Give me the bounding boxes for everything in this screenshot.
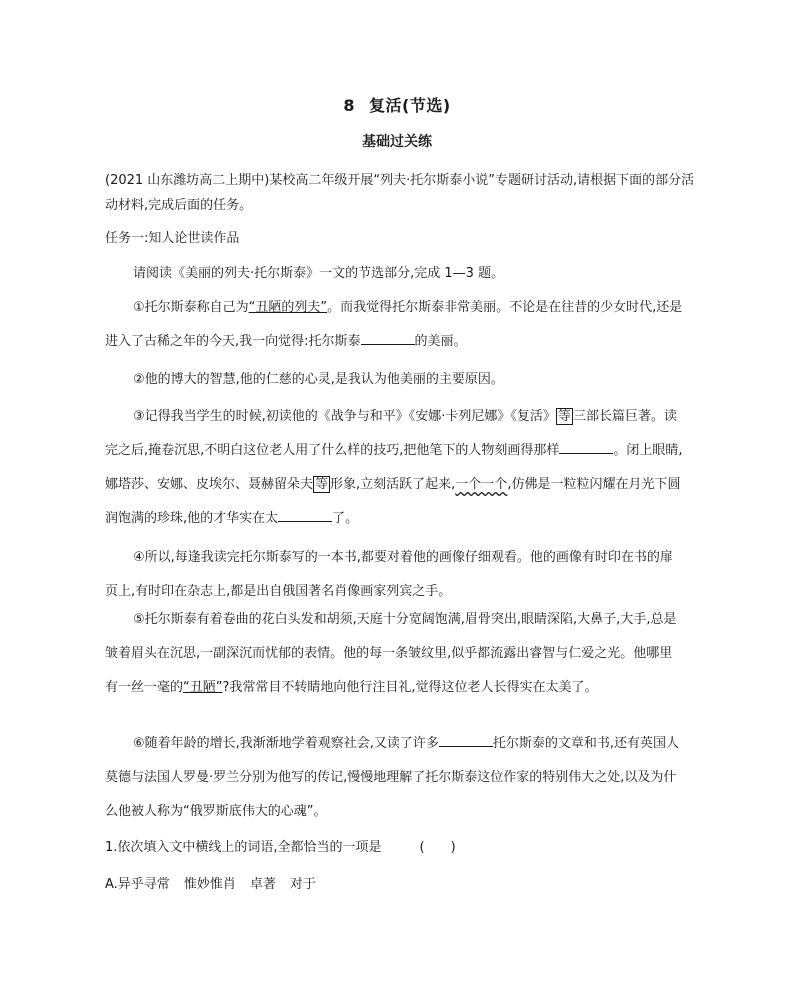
p5-text-a: ⑤托尔斯泰有着卷曲的花白头发和胡须,天庭十分宽阔饱满,眉骨突出,眼睛深陷,大鼻子,大手,总是皱着眉头在沉思,一副深沉而忧郁的表情。他的每一条皱纹里,似乎都流露出睿智与仁爱之光。他哪里有一丝一毫的: [105, 612, 677, 695]
p3-text-d: 形象,立刻活跃了起来,: [330, 477, 456, 492]
paragraph-3: [105, 400, 685, 536]
paragraph-1: [105, 291, 685, 359]
reading-instruction: 请阅读《美丽的列夫·托尔斯泰》一文的节选部分,完成 1—3 题。: [133, 266, 505, 281]
p6-text-a: ⑥随着年龄的增长,我渐渐地学着观察社会,又读了许多: [133, 736, 439, 751]
question-text: 1.依次填入文中横线上的词语,全都恰当的一项是: [105, 840, 382, 855]
wavy-underlined-phrase: 一个一个: [455, 477, 508, 492]
paragraph-2: ②他的博大的智慧,他的仁慈的心灵,是我认为他美丽的主要原因。: [133, 372, 504, 387]
option-label: A.: [105, 877, 118, 892]
p3-text-f: 了。: [332, 511, 359, 526]
paragraph-4: ④所以,每逢我读完托尔斯泰写的一本书,都要对着他的画像仔细观看。他的画像有时印在书的扉页上,有时印在杂志上,都是出自俄国著名肖像画家列宾之手。: [105, 550, 673, 599]
fill-blank-1: [361, 332, 415, 345]
p5-quote: “丑陋”: [183, 680, 223, 695]
lesson-title: 复活(节选): [369, 96, 451, 115]
paragraph-5: [105, 603, 685, 705]
page-title: [0, 93, 794, 116]
task-heading: 任务一:知人论世读作品: [105, 231, 240, 246]
p1-text-b: 。而我觉得托尔斯泰非常美丽。不论是在往昔的少女时代,还是进入了古稀之年的今天,我一向觉得:托尔斯泰: [105, 300, 683, 349]
p3-text-a: ③记得我当学生的时候,初读他的《战争与和平》《安娜·卡列尼娜》《复活》: [133, 409, 556, 424]
boxed-word-1: 等: [557, 409, 571, 424]
boxed-word-2: 等: [315, 477, 329, 492]
paragraph-6: [105, 727, 685, 829]
option-word: 卓著: [249, 877, 276, 892]
p3-text-b: 三部长篇巨著。读完之后,掩卷沉思,不明白这位老人用了什么样的技巧,把他笔下的人物刻画得那样: [105, 409, 677, 458]
p3-text-c: 。闭上眼睛,娜塔莎、安娜、皮埃尔、聂赫留朵夫: [105, 443, 683, 492]
answer-paren: ( ): [419, 840, 456, 855]
lesson-number: 8: [343, 96, 355, 115]
p1-quote: “丑陋的列夫”: [248, 300, 328, 315]
p1-text-a: ①托尔斯泰称自己为: [133, 300, 249, 315]
option-word: 对于: [289, 877, 316, 892]
fill-blank-3: [278, 509, 332, 522]
p6-text-b: 托尔斯泰的文章和书,还有英国人莫德与法国人罗曼·罗兰分别为他写的传记,慢慢地理解了托尔斯泰这位作家的特别伟大之处,以及为什么他被人称为“俄罗斯底伟大的心魂”。: [105, 736, 680, 819]
fill-blank-4: [439, 734, 493, 747]
option-a: [105, 873, 330, 892]
p5-text-b: ?我常常目不转睛地向他行注目礼,觉得这位老人长得实在太美了。: [222, 680, 598, 695]
intro-text: 某校高二年级开展“列夫·托尔斯泰小说”专题研讨活动,请根据下面的部分活动材料,完成后面的任务。: [105, 173, 695, 213]
source-note: (2021 山东潍坊高二上期中): [105, 173, 270, 188]
section-heading: 基础过关练: [362, 134, 432, 150]
p3-text-e: ,仿佛是一粒粒闪耀在月光下圆润饱满的珍珠,他的才华实在太: [105, 477, 681, 526]
intro-paragraph: [105, 168, 697, 218]
option-word: 异乎寻常: [117, 877, 170, 892]
option-word: 惟妙惟肖: [183, 877, 236, 892]
fill-blank-2: [559, 441, 613, 454]
p1-text-c: 的美丽。: [414, 334, 467, 349]
question-1: [105, 836, 456, 855]
